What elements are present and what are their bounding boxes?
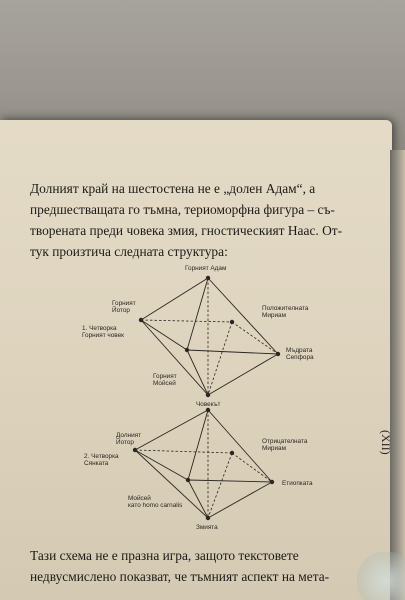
label-upper-moses: Горният Мойсей <box>153 373 177 387</box>
label-quaternity-1: 1. Четворка Горният човек <box>82 325 124 339</box>
label-wise-sephora: Мъдрата Сепфора <box>286 347 314 361</box>
text-line: тук произтича следната структура: <box>30 244 228 259</box>
watermark-logo <box>357 552 405 600</box>
text-line: творената преди човека змия, гностическият Наас. От- <box>30 223 343 238</box>
next-page-text-fragment: (XII) <box>379 430 393 455</box>
label-upper-jethro: Горният Йотор <box>112 300 136 314</box>
text-line: Долният край на шестостена не е „долен Адам“, а <box>30 181 316 196</box>
text-line: недвусмислено показват, че тъмният аспект на мета- <box>30 569 330 584</box>
label-moses-homo-carnalis: Мойсей като homo carnalis <box>128 495 183 509</box>
label-positive-miriam: Положителната Мириам <box>262 305 309 319</box>
label-top-adam: Горният Адам <box>185 265 227 272</box>
label-ethiopian: Етиопката <box>282 480 313 487</box>
label-negative-miriam: Отрицателната Мириам <box>262 438 308 452</box>
label-serpent: Змията <box>196 524 218 531</box>
label-lower-jethro: Долният Йотор <box>116 432 142 446</box>
paragraph-2 <box>30 545 375 587</box>
text-line: Тази схема не е празна игра, защото текстовете <box>30 548 299 563</box>
text-line: предшестващата го тъмна, териоморфна фигура – съ- <box>30 202 335 217</box>
label-man: Човекът <box>196 401 221 408</box>
label-quaternity-2: 2. Четворка Сянката <box>84 453 119 467</box>
